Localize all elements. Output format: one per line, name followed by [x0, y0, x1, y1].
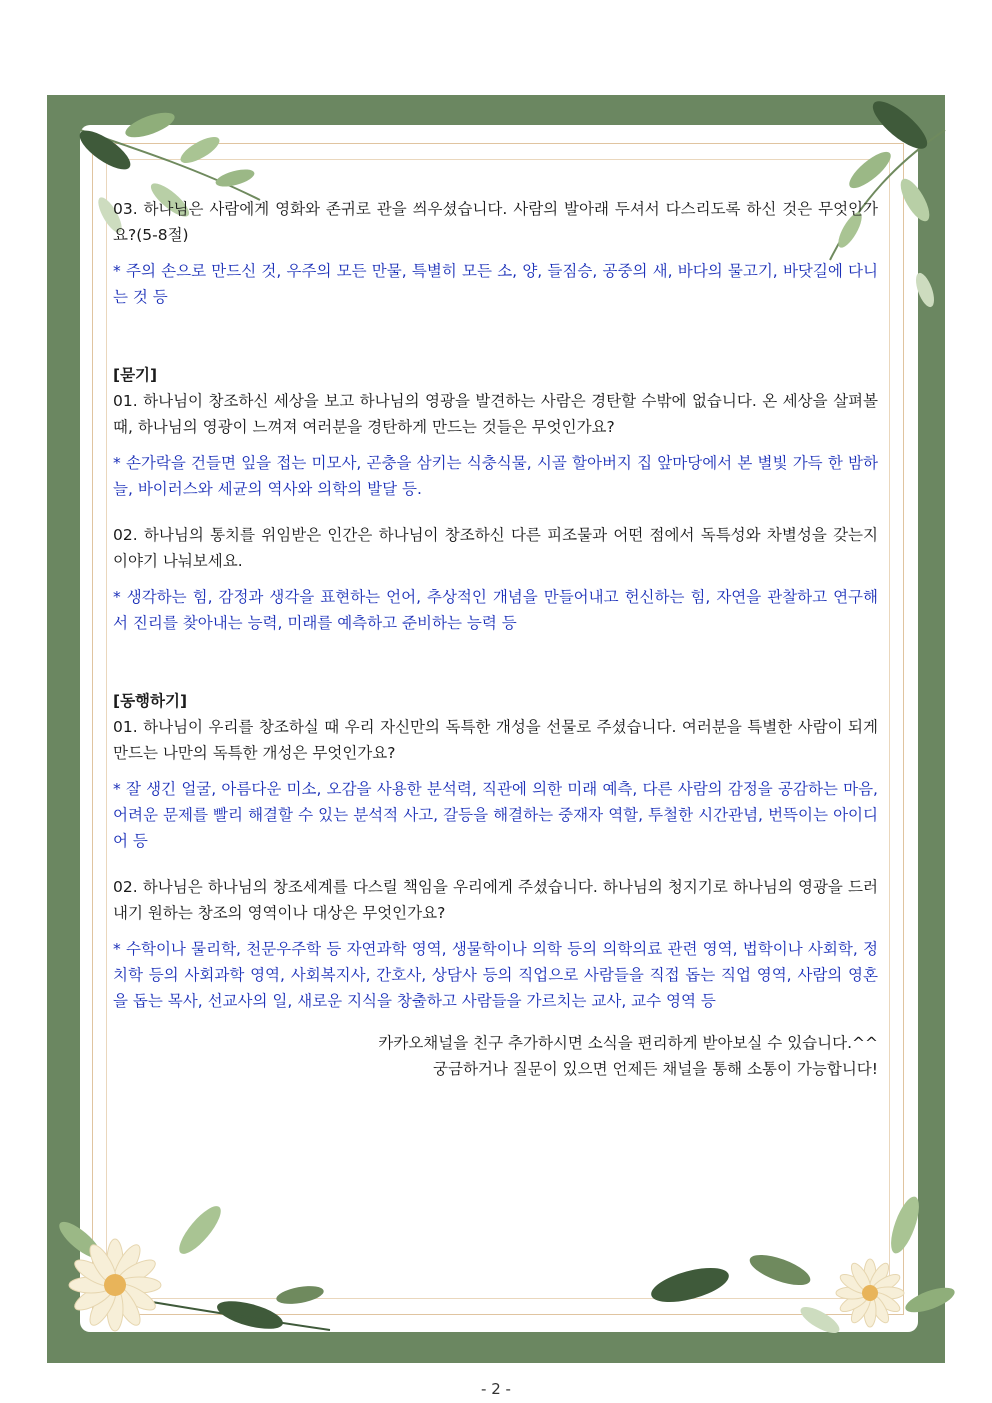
- page-number: - 2 -: [481, 1380, 511, 1398]
- flower-cluster-bottom-left: [54, 1201, 330, 1335]
- ask-q2-answer: * 생각하는 힘, 감정과 생각을 표현하는 언어, 추상적인 개념을 만들어내고 헌신하는 힘, 자연을 관찰하고 연구해서 진리를 찾아내는 능력, 미래를 예측하고 준비하는 능력 등: [113, 588, 878, 632]
- ask-section-heading: [묻기]: [113, 366, 158, 384]
- channel-notice: [113, 1030, 878, 1082]
- ask-q1-question: 01. 하나님이 창조하신 세상을 보고 하나님의 영광을 발견하는 사람은 경탄할 수밖에 없습니다. 온 세상을 살펴볼 때, 하나님의 영광이 느껴져 여러분을 경탄하게 만드는 것들은 무엇인가요?: [113, 392, 878, 436]
- walk-section-heading: [동행하기]: [113, 692, 188, 710]
- channel-notice-line2: 궁금하거나 질문이 있으면 언제든 채널을 통해 소통이 가능합니다!: [433, 1060, 878, 1078]
- page-content: [113, 196, 878, 1082]
- flower-cluster-bottom-right: [648, 1193, 958, 1338]
- walk-q1-answer: * 잘 생긴 얼굴, 아름다운 미소, 오감을 사용한 분석력, 직관에 의한 미래 예측, 다른 사람의 감정을 공감하는 마음, 어려운 문제를 빨리 해결할 수 있는 분석적 사고, 갈등을 해결하는 중재자 역할, 투철한 시간관념, 번뜩이는 아이디어 등: [113, 780, 878, 850]
- walk-q2-question: 02. 하나님은 하나님의 창조세계를 다스릴 책임을 우리에게 주셨습니다. 하나님의 청지기로 하나님의 영광을 드러내기 원하는 창조의 영역이나 대상은 무엇인가요?: [113, 878, 878, 922]
- walk-q2-answer: * 수학이나 물리학, 천문우주학 등 자연과학 영역, 생물학이나 의학 등의 의학의료 관련 영역, 법학이나 사회학, 정치학 등의 사회과학 영역, 사회복지사, 간호사, 상담사 등의 직업으로 사람들을 직접 돕는 직업 영역, 사람의 영혼을 돕는 목사, 선교사의 일, 새로운 지식을 창출하고 사람들을 가르치는 교사, 교수 영역 등: [113, 940, 878, 1010]
- intro-q3-answer: * 주의 손으로 만드신 것, 우주의 모든 만물, 특별히 모든 소, 양, 들짐승, 공중의 새, 바다의 물고기, 바닷길에 다니는 것 등: [113, 262, 878, 306]
- ask-q1-answer: * 손가락을 건들면 잎을 접는 미모사, 곤충을 삼키는 식충식물, 시골 할아버지 집 앞마당에서 본 별빛 가득 한 밤하늘, 바이러스와 세균의 역사와 의학의 발달 등.: [113, 454, 878, 498]
- ask-q2-question: 02. 하나님의 통치를 위임받은 인간은 하나님이 창조하신 다른 피조물과 어떤 점에서 독특성와 차별성을 갖는지 이야기 나눠보세요.: [113, 526, 878, 570]
- intro-q3-question: 03. 하나님은 사람에게 영화와 존귀로 관을 씌우셨습니다. 사람의 발아래 두셔서 다스리도록 하신 것은 무엇인가요?(5-8절): [113, 200, 878, 244]
- daisy-flower-icon: [836, 1259, 904, 1327]
- channel-notice-line1: 카카오채널을 친구 추가하시면 소식을 편리하게 받아보실 수 있습니다.^^: [378, 1034, 878, 1052]
- walk-q1-question: 01. 하나님이 우리를 창조하실 때 우리 자신만의 독특한 개성을 선물로 주셨습니다. 여러분을 특별한 사람이 되게 만드는 나만의 독특한 개성은 무엇인가요?: [113, 718, 878, 762]
